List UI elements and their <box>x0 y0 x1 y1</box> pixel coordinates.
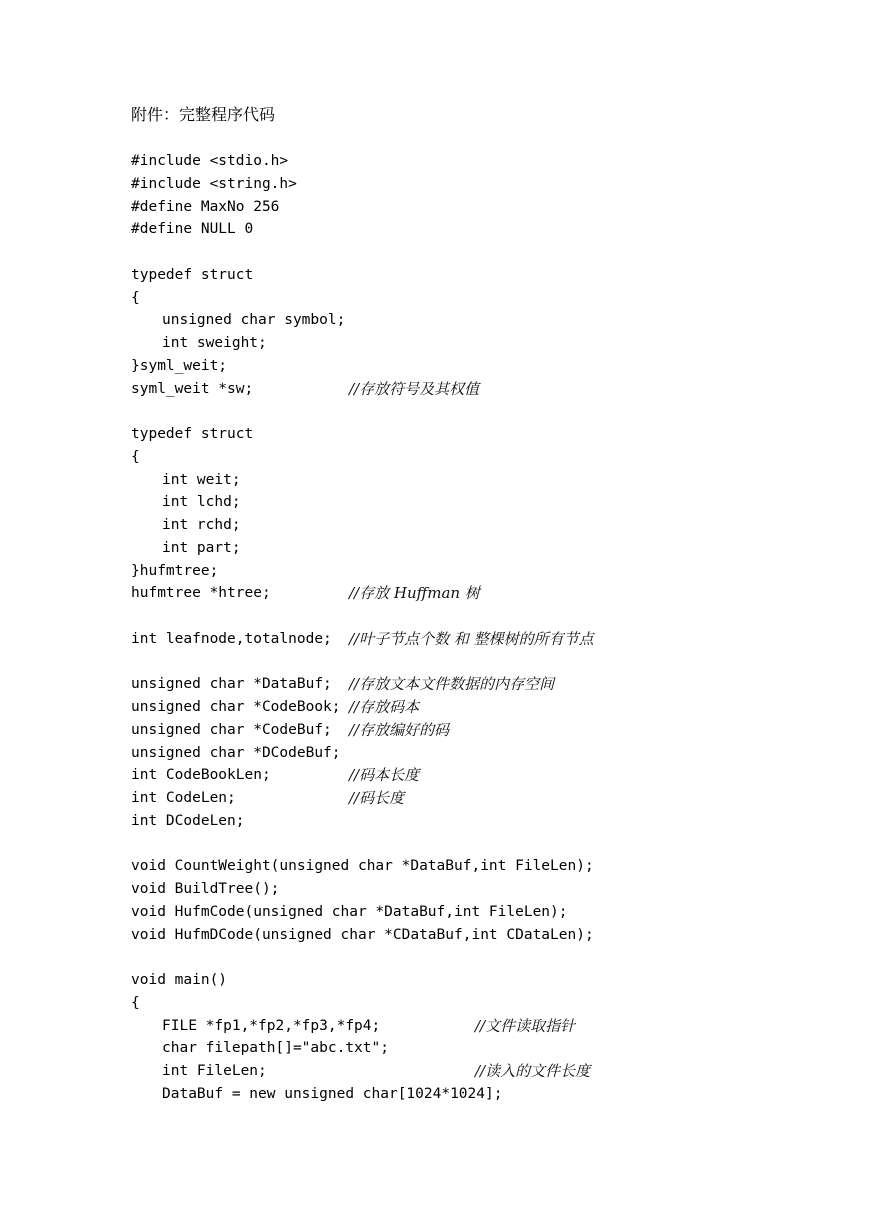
code-comment: //叶子节点个数 和 整棵树的所有节点 <box>349 629 594 648</box>
code-line <box>131 423 851 446</box>
code-line <box>131 537 851 560</box>
code-comment: //存放编好的码 <box>349 720 450 739</box>
code-text: hufmtree *htree; <box>131 585 271 602</box>
code-text: typedef struct <box>131 426 254 442</box>
code-text: }syml_weit; <box>131 357 228 374</box>
code-comment: //存放 Huffman 树 <box>349 584 480 603</box>
code-text: #define NULL 0 <box>131 221 254 238</box>
code-line <box>131 855 851 878</box>
code-comment: //读入的文件长度 <box>475 1062 591 1080</box>
code-text: unsigned char *CodeBook; <box>131 699 341 715</box>
code-line <box>131 309 851 332</box>
code-line <box>131 332 851 355</box>
code-line <box>131 764 851 787</box>
code-text: int CodeBookLen; <box>131 767 271 784</box>
code-line <box>131 1015 851 1038</box>
code-text: { <box>131 448 140 465</box>
code-comment: //存放文本文件数据的内存空间 <box>349 675 555 694</box>
code-text: void CountWeight(unsigned char *DataBuf,int FileLen); <box>131 858 594 875</box>
code-text: char filepath[]="abc.txt"; <box>162 1040 389 1057</box>
code-text: void HufmCode(unsigned char *DataBuf,int FileLen); <box>131 903 568 920</box>
blank-line <box>131 400 851 423</box>
code-line <box>131 446 851 469</box>
code-line <box>131 1083 851 1106</box>
code-text: { <box>131 994 140 1011</box>
code-line <box>131 787 851 810</box>
code-text: }hufmtree; <box>131 562 219 579</box>
code-line <box>131 924 851 947</box>
code-line <box>131 264 851 287</box>
code-line <box>131 992 851 1015</box>
code-text: unsigned char *DCodeBuf; <box>131 744 341 761</box>
code-line <box>131 378 851 401</box>
code-comment: //码本长度 <box>349 766 420 785</box>
code-line <box>131 742 851 765</box>
code-line <box>131 196 851 219</box>
code-text: #include <stdio.h> <box>131 153 289 169</box>
code-line <box>131 719 851 742</box>
code-line <box>131 150 851 173</box>
code-text: int FileLen; <box>162 1063 267 1079</box>
blank-line <box>131 946 851 969</box>
code-text: int lchd; <box>162 494 241 511</box>
code-line <box>131 287 851 310</box>
code-text: FILE *fp1,*fp2,*fp3,*fp4; <box>162 1017 381 1034</box>
code-text: void BuildTree(); <box>131 881 280 897</box>
code-line <box>131 628 851 651</box>
blank-line <box>131 241 851 264</box>
code-text: int leafnode,totalnode; <box>131 630 332 647</box>
code-text: unsigned char symbol; <box>162 312 346 329</box>
code-line <box>131 1037 851 1060</box>
code-text: int rchd; <box>162 517 241 533</box>
code-line <box>131 969 851 992</box>
blank-line <box>131 833 851 856</box>
blank-line <box>131 605 851 628</box>
code-line <box>131 901 851 924</box>
code-comment: //存放码本 <box>349 698 420 716</box>
code-line <box>131 582 851 605</box>
code-line <box>131 469 851 492</box>
code-text: syml_weit *sw; <box>131 380 254 397</box>
code-text: void main() <box>131 972 228 988</box>
code-comment: //码长度 <box>349 789 405 807</box>
code-text: int sweight; <box>162 335 267 351</box>
code-text: #include <string.h> <box>131 175 297 192</box>
code-line <box>131 514 851 537</box>
code-text: int weit; <box>162 471 241 488</box>
code-text: #define MaxNo 256 <box>131 198 280 215</box>
code-line <box>131 673 851 696</box>
appendix-heading: 附件：完整程序代码 <box>131 105 276 124</box>
code-line <box>131 218 851 241</box>
code-text: { <box>131 289 140 306</box>
code-line <box>131 1060 851 1083</box>
code-text: typedef struct <box>131 266 254 283</box>
code-line <box>131 810 851 833</box>
code-line <box>131 696 851 719</box>
code-line <box>131 355 851 378</box>
code-line <box>131 560 851 583</box>
code-line <box>131 491 851 514</box>
code-text: int CodeLen; <box>131 790 236 806</box>
code-text: int DCodeLen; <box>131 812 245 829</box>
code-text: void HufmDCode(unsigned char *CDataBuf,int CDataLen); <box>131 926 594 943</box>
code-text: DataBuf = new unsigned char[1024*1024]; <box>162 1085 503 1102</box>
code-listing <box>131 150 851 1106</box>
code-comment: //文件读取指针 <box>475 1016 576 1035</box>
code-comment: //存放符号及其权值 <box>349 379 480 398</box>
code-line <box>131 173 851 196</box>
code-text: int part; <box>162 539 241 556</box>
blank-line <box>131 651 851 674</box>
code-line <box>131 878 851 901</box>
code-text: unsigned char *CodeBuf; <box>131 721 332 738</box>
code-text: unsigned char *DataBuf; <box>131 676 332 693</box>
